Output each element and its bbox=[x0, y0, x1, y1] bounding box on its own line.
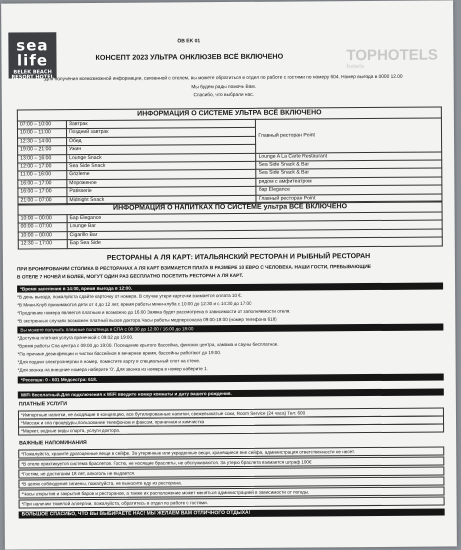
place-main: Главный ресторан Point bbox=[256, 118, 442, 153]
table-row: 11:00 – 16:00 Gözleme Sea Side Snack & Bar bbox=[18, 168, 442, 179]
table-row: 12:30 – 14:00 Обед bbox=[18, 135, 442, 146]
paid-line: *Маркет, водные виды спорта, услуги доктора. bbox=[18, 424, 444, 436]
document-sheet bbox=[1, 0, 457, 549]
table-row: 21:00 – 07:00 Midnight Snack Главный ресторан Point bbox=[18, 194, 442, 205]
info-line: *В Мини-Клуб принимаются дети от 4 до 12 лет, время работы мини-клуба с 10:00 до 12:30 и с 14:30 до 17:00 bbox=[17, 300, 252, 308]
restaurants-header: РЕСТОРАНЫ А ЛЯ КАРТ: ИТАЛЬЯНСКИЙ РЕСТОРАН И РЫБНЫЙ РЕСТОРАН bbox=[106, 253, 371, 262]
table-row: 00:00 – 07:00 Lounge Bar bbox=[18, 220, 442, 231]
ultra-table bbox=[17, 107, 443, 206]
ultra-table-header: ИНФОРМАЦИЯ О СИСТЕМЕ УЛЬТРА ВСЁ ВКЛЮЧЕНО bbox=[17, 107, 441, 121]
info-line: *В экстренных случаях возможен платный вызов доктора.Часы работы медперсонала 09:00-18:00 (номер телефона 618) bbox=[17, 316, 277, 324]
watermark bbox=[346, 47, 438, 71]
spa-line: *Для звонка на внешние номера наберите '0'. Для звонка из номера в номер наберите 1. bbox=[17, 366, 208, 373]
wifi-bar: WiFi бесплатный.Для подключения к WiFi введите номер комнаты и дату вашего рождения. bbox=[18, 389, 444, 399]
spa-line: *По причине дезинфекции и чистки бассейнов в вечернее время, бассейны работают до 19:00. bbox=[17, 350, 222, 357]
info-line: *В день выезда, пожалуйста сдайте карточку от номера. В случае утери карточки взимается оплата 10 €. bbox=[17, 292, 243, 300]
document-title: КОНСЕПТ 2023 УЛЬТРА ОНКЛЮЗЕВ ВСЁ ВКЛЮЧЕНО bbox=[95, 51, 284, 62]
intro-line: Мы будем рады помочь Вам. bbox=[191, 84, 257, 90]
footer-bar: БОЛЬШОЕ СПАСИБО, ЧТО ВЫ ВЫБИРАЕТЕ НАС! МЫ ЖЕЛАЕМ ВАМ ОТЛИЧНОГО ОТДЫХА! bbox=[19, 509, 445, 519]
table-row: 12:30 – 17:00 Бар Sea Side bbox=[18, 237, 442, 248]
logo-line-1: sea bbox=[16, 36, 49, 55]
logo-line-2: life bbox=[16, 51, 49, 70]
table-row: 10:00 – 00:00 Cigarillo Bar bbox=[18, 229, 442, 240]
reminder-line: *Гостям, не достигшим 18 лет, алкоголь не выдается. bbox=[18, 467, 444, 479]
spa-line: *Для подачи электроэнергии в номер, поместите карту в специальный слот на стене. bbox=[17, 358, 201, 365]
table-row: 13:00 – 16:00 Lounge Snack Lounge A La Carte Restaurant bbox=[18, 152, 442, 163]
spa-line: *Время работы Спа центра с 09:00 до 19:00. Посещение крытого бассейна, финских центра, хамама и сауны бесплатное. bbox=[17, 341, 279, 349]
document-number: ÖB EK 01 bbox=[177, 38, 201, 45]
restaurants-body-line: В ОТЕЛЕ 7 НОЧЕЙ И БОЛЕЕ, МОГУТ ОДИН РАЗ БЕСПЛАТНО ПОСЕТИТЬ РЕСТОРАН А ЛЯ КАРТ. bbox=[16, 273, 244, 281]
paid-services-header: ПЛАТНЫЕ УСЛУГИ bbox=[18, 401, 68, 408]
intro-line: Спасибо, что выбрали нас. bbox=[193, 92, 254, 99]
intro-text bbox=[28, 74, 420, 102]
hotel-logo bbox=[8, 32, 56, 81]
paid-line: *Импортные напитки, не входящие в концепцию, все бутилированные напитки, свежевыжатые соки, Room Service (24 часа) Тел: 600 bbox=[18, 408, 444, 420]
watermark-brand: TOPHOTELS bbox=[346, 46, 438, 65]
reminder-line: *Пожалуйста, храните драгоценные вещи в сейфе. За утерянные или украденные вещи, хранящиеся вне сейфа, администрация ответственности не несет. bbox=[18, 447, 444, 459]
table-row: 16:00 – 17:00 Мороженое рядом с амфитеатром bbox=[18, 177, 442, 188]
table-row: 19:00 – 21:00 Ужин bbox=[18, 143, 442, 154]
table-row: 10:00 – 00:00 Бар Elegance bbox=[18, 212, 442, 223]
contacts-bar: *Ресепшн: 0 - 601 Медсестра: 618. bbox=[18, 374, 444, 384]
reminder-line: *В отеле практикуется система браслетов. Гостю, не носящие браслеты, не обслуживаются. За утерю браслета взимается штраф 100€ bbox=[18, 457, 444, 469]
table-row: 10:00 – 11:00 Поздний завтрак bbox=[17, 126, 441, 137]
reminder-line: *При наличии тяжелой аллергии, пожалуйста, обратитесь в отдел по работе с гостями. bbox=[19, 497, 445, 509]
table-row: 16:00 – 17:00 Patisserie бар Elegance bbox=[18, 185, 442, 196]
restaurants-body-line: ПРИ БРОНИРОВАНИИ СТОЛИКА В РЕСТОРАНАХ А ЛЯ КАРТ ВЗИМАЕТСЯ ПЛАТА В РАЗМЕРЕ 10 ЕВРО С ЧЕЛОВЕКА. НАШИ ГОСТИ, ПРЕБЫВАЮЩИЕ bbox=[16, 265, 372, 273]
info-line: *Продление номера является платным и возможно до 16:00 Заявка будет рассмотрена в зависимости от заполняемости отеля. bbox=[17, 308, 291, 316]
drinks-table-header: ИНФОРМАЦИЯ О НАПИТКАХ ПО СИСТЕМЕ ультра ВСЁ ВКЛЮЧЕНО bbox=[18, 201, 442, 215]
table-row: 12:00 – 17:00 Sea Side Snack Sea Side Snack & Bar bbox=[18, 160, 442, 171]
logo-line-3: BELEK BEACH RESORT HOTEL bbox=[11, 69, 54, 81]
table-row: 07:00 – 10:00 Завтрак Главный ресторан Point bbox=[17, 118, 441, 129]
reminder-line: *В целях соблюдения гигиены, пожалуйста, не выносите еду из ресторана. bbox=[18, 477, 444, 489]
watermark-sub: hotels bbox=[346, 64, 365, 71]
drinks-table bbox=[17, 201, 442, 250]
intro-line: Для получения всевозможной информации, связанной с отелем, вы можете обратиться в отдел по работе с гостями по номеру 604. Номер выезда в 0000 12.00 bbox=[44, 74, 403, 83]
paid-line: *Массаж и спа процедуры,пользование телефоном и факсом, прачечная и химчистка bbox=[18, 416, 444, 428]
checkin-bar: *Время заселения в 14:00, время выезда в 12:00. bbox=[17, 283, 443, 293]
reminders-header: ВАЖНЫЕ НАПОМИНАНИЯ bbox=[19, 439, 87, 447]
spa-line: *Доступна платная услуга прачечной с 09:02 до 19:00. bbox=[17, 334, 134, 341]
reminder-line: *Часы открытия и закрытия баров и ресторанов, а также их расположение может меняться администрацией в зависимости от погоды. bbox=[18, 487, 444, 499]
towels-bar: Вы можете получить пляжные полотенца в СПА с 08:30 до 12:00 / 16:00 до 18:00 bbox=[17, 324, 443, 334]
